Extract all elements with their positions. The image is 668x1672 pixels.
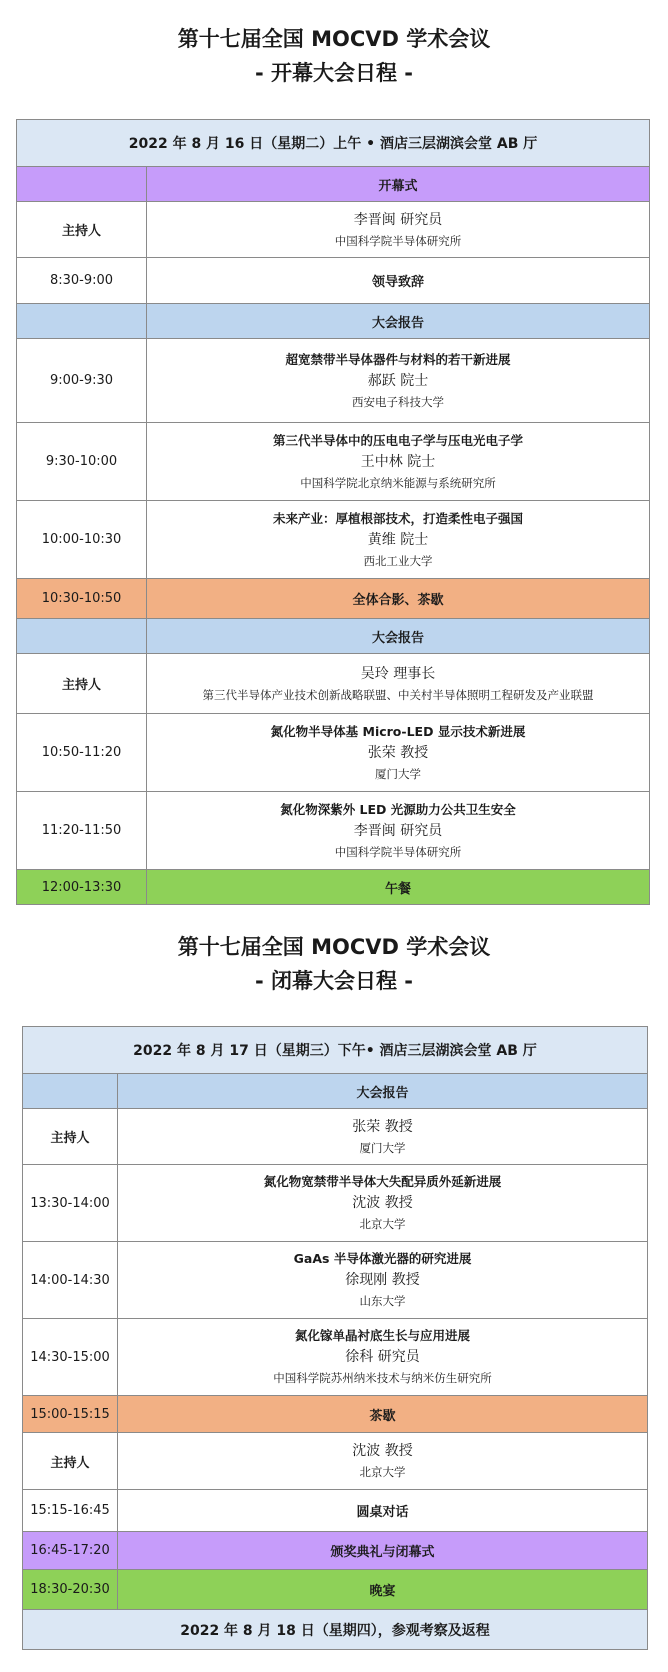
host-info bbox=[118, 1109, 648, 1165]
speaker-name: 李晋闽 研究员 bbox=[353, 822, 443, 839]
section-header-empty bbox=[17, 304, 147, 339]
time-slot: 16:45-17:20 bbox=[23, 1532, 118, 1570]
host-affiliation: 中国科学院半导体研究所 bbox=[334, 233, 462, 248]
opening-schedule bbox=[16, 119, 650, 905]
talk-row bbox=[17, 792, 650, 870]
time-slot: 10:30-10:50 bbox=[17, 579, 147, 619]
host-name: 李晋闽 研究员 bbox=[353, 211, 443, 228]
talk-row bbox=[23, 1242, 648, 1319]
closing-title-block bbox=[0, 930, 668, 998]
speaker-name: 黄维 院士 bbox=[367, 531, 429, 548]
opening-title: 第十七届全国 MOCVD 学术会议 bbox=[177, 27, 491, 51]
speaker-affiliation: 北京大学 bbox=[359, 1217, 406, 1231]
section-header-row bbox=[23, 1074, 648, 1109]
section-header-row bbox=[17, 167, 650, 202]
time-slot: 15:00-15:15 bbox=[23, 1396, 118, 1433]
closing-schedule bbox=[22, 1026, 648, 1650]
speaker-affiliation: 西北工业大学 bbox=[363, 553, 433, 568]
talk-row bbox=[17, 714, 650, 792]
talk-title: GaAs 半导体激光器的研究进展 bbox=[293, 1251, 472, 1266]
host-name: 吴玲 理事长 bbox=[360, 665, 436, 682]
talk-info bbox=[147, 339, 650, 423]
speaker-affiliation: 山东大学 bbox=[359, 1294, 406, 1308]
talk-title: 氮化镓单晶衬底生长与应用进展 bbox=[294, 1328, 470, 1343]
talk-info bbox=[147, 501, 650, 579]
speaker-affiliation: 西安电子科技大学 bbox=[352, 394, 444, 409]
section-header: 大会报告 bbox=[118, 1074, 648, 1109]
speaker-affiliation: 中国科学院半导体研究所 bbox=[334, 844, 462, 859]
opening-date-row bbox=[17, 120, 650, 167]
host-label: 主持人 bbox=[23, 1109, 118, 1165]
host-row bbox=[17, 202, 650, 258]
session-text: 圆桌对话 bbox=[118, 1490, 648, 1532]
talk-info bbox=[147, 423, 650, 501]
speaker-affiliation: 厦门大学 bbox=[375, 766, 421, 781]
time-slot: 14:30-15:00 bbox=[23, 1319, 118, 1396]
host-label: 主持人 bbox=[23, 1433, 118, 1490]
closing-table bbox=[22, 1026, 648, 1650]
closing-title: 第十七届全国 MOCVD 学术会议 bbox=[177, 935, 491, 959]
host-label: 主持人 bbox=[17, 202, 147, 258]
speaker-name: 沈波 教授 bbox=[352, 1195, 413, 1211]
host-row bbox=[17, 654, 650, 714]
section-header-row bbox=[17, 619, 650, 654]
speaker-name: 王中林 院士 bbox=[360, 453, 436, 470]
opening-table bbox=[16, 119, 650, 905]
opening-title-block bbox=[0, 22, 668, 90]
speaker-affiliation: 中国科学院苏州纳米技术与纳米仿生研究所 bbox=[273, 1371, 492, 1385]
time-slot: 9:00-9:30 bbox=[17, 339, 147, 423]
speaker-name: 徐现刚 教授 bbox=[345, 1272, 420, 1288]
host-affiliation: 北京大学 bbox=[359, 1465, 406, 1479]
host-label: 主持人 bbox=[17, 654, 147, 714]
section-header-empty bbox=[23, 1074, 118, 1109]
talk-title: 氮化物宽禁带半导体大失配异质外延新进展 bbox=[263, 1174, 502, 1189]
talk-row bbox=[17, 501, 650, 579]
closing-subtitle: - 闭幕大会日程 - bbox=[254, 969, 414, 993]
talk-row bbox=[23, 1165, 648, 1242]
talk-info bbox=[118, 1165, 648, 1242]
talk-row bbox=[17, 339, 650, 423]
speaker-name: 徐科 研究员 bbox=[345, 1349, 420, 1365]
time-slot: 13:30-14:00 bbox=[23, 1165, 118, 1242]
footer-row bbox=[23, 1610, 648, 1650]
opening-subtitle: - 开幕大会日程 - bbox=[254, 61, 414, 85]
section-header-empty bbox=[17, 619, 147, 654]
section-header-row bbox=[17, 304, 650, 339]
opening-date: 2022 年 8 月 16 日（星期二）上午 • 酒店三层湖滨会堂 AB 厅 bbox=[17, 120, 650, 167]
talk-title: 氮化物半导体基 Micro-LED 显示技术新进展 bbox=[270, 723, 526, 739]
talk-info bbox=[147, 792, 650, 870]
schedule-row bbox=[23, 1490, 648, 1532]
host-affiliation: 厦门大学 bbox=[359, 1140, 406, 1155]
host-row bbox=[23, 1433, 648, 1490]
talk-title: 第三代半导体中的压电电子学与压电光电子学 bbox=[272, 432, 523, 448]
section-header: 大会报告 bbox=[147, 304, 650, 339]
talk-info bbox=[147, 714, 650, 792]
talk-row bbox=[23, 1319, 648, 1396]
ceremony-row bbox=[23, 1532, 648, 1570]
banquet-text: 晚宴 bbox=[118, 1570, 648, 1610]
break-text: 茶歇 bbox=[118, 1396, 648, 1433]
host-info bbox=[147, 202, 650, 258]
talk-title: 未来产业：厚植根部技术，打造柔性电子强国 bbox=[272, 510, 523, 526]
session-text: 领导致辞 bbox=[147, 258, 650, 304]
closing-date: 2022 年 8 月 17 日（星期三）下午• 酒店三层湖滨会堂 AB 厅 bbox=[23, 1027, 648, 1074]
section-header: 开幕式 bbox=[147, 167, 650, 202]
time-slot: 9:30-10:00 bbox=[17, 423, 147, 501]
talk-title: 超宽禁带半导体器件与材料的若干新进展 bbox=[285, 351, 511, 367]
footer-text: 2022 年 8 月 18 日（星期四），参观考察及返程 bbox=[23, 1610, 648, 1650]
speaker-name: 郝跃 院士 bbox=[367, 372, 429, 389]
time-slot: 10:00-10:30 bbox=[17, 501, 147, 579]
section-header: 大会报告 bbox=[147, 619, 650, 654]
host-name: 沈波 教授 bbox=[352, 1443, 413, 1459]
section-header-empty bbox=[17, 167, 147, 202]
time-slot: 10:50-11:20 bbox=[17, 714, 147, 792]
host-row bbox=[23, 1109, 648, 1165]
schedule-row bbox=[17, 258, 650, 304]
lunch-text: 午餐 bbox=[147, 870, 650, 905]
talk-info bbox=[118, 1319, 648, 1396]
speaker-affiliation: 中国科学院北京纳米能源与系统研究所 bbox=[300, 475, 496, 490]
lunch-row bbox=[17, 870, 650, 905]
host-info bbox=[118, 1433, 648, 1490]
host-info bbox=[147, 654, 650, 714]
break-row bbox=[23, 1396, 648, 1433]
talk-info bbox=[118, 1242, 648, 1319]
closing-date-row bbox=[23, 1027, 648, 1074]
host-affiliation: 第三代半导体产业技术创新战略联盟、中关村半导体照明工程研发及产业联盟 bbox=[202, 687, 594, 702]
banquet-row bbox=[23, 1570, 648, 1610]
time-slot: 18:30-20:30 bbox=[23, 1570, 118, 1610]
time-slot: 12:00-13:30 bbox=[17, 870, 147, 905]
time-slot: 11:20-11:50 bbox=[17, 792, 147, 870]
time-slot: 14:00-14:30 bbox=[23, 1242, 118, 1319]
ceremony-text: 颁奖典礼与闭幕式 bbox=[118, 1532, 648, 1570]
talk-row bbox=[17, 423, 650, 501]
time-slot: 15:15-16:45 bbox=[23, 1490, 118, 1532]
time-slot: 8:30-9:00 bbox=[17, 258, 147, 304]
break-row bbox=[17, 579, 650, 619]
speaker-name: 张荣 教授 bbox=[367, 744, 429, 761]
host-name: 张荣 教授 bbox=[352, 1118, 413, 1135]
talk-title: 氮化物深紫外 LED 光源助力公共卫生安全 bbox=[280, 801, 516, 817]
break-text: 全体合影、茶歇 bbox=[147, 579, 650, 619]
